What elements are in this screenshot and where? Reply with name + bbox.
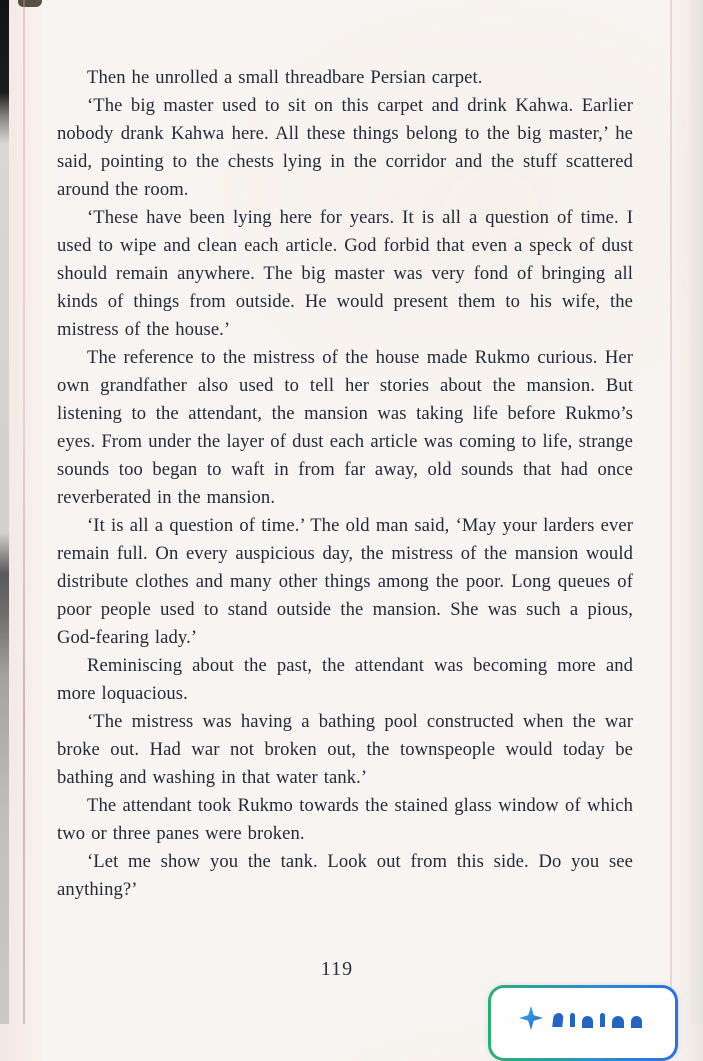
paragraph: ‘The mistress was having a bathing pool constructed when the war broke out. Had war not broken out, the townspeople would today be bathing and washing in that water tank.’ xyxy=(57,711,633,788)
paragraph: ‘Let me show you the tank. Look out from this side. Do you see anything?’ xyxy=(57,851,633,900)
scan-edge-right xyxy=(690,0,703,1024)
paragraph: Reminiscing about the past, the attendant was becoming more and more loquacious. xyxy=(57,655,633,704)
scan-line-right xyxy=(670,0,672,1024)
page-number: 119 xyxy=(320,958,354,980)
paragraph: ‘These have been lying here for years. It is all a question of time. I used to wipe and clean each article. God forbid that even a speck of dust should remain anywhere. The big master was very fond of bringing all kinds of things from outside. He would present them to his wife, the mistress of the house.’ xyxy=(57,207,633,340)
partial-badge-text xyxy=(553,1013,642,1028)
assistant-badge[interactable] xyxy=(488,985,678,1061)
paragraph: ‘It is all a question of time.’ The old man said, ‘May your larders ever remain full. On every auspicious day, the mistress of the mansion would distribute clothes and many other things among the poor. Long queues of poor people used to stand outside the mansion. She was such a pious, God-fearing lady.’ xyxy=(57,515,633,648)
paragraph: The reference to the mistress of the house made Rukmo curious. Her own grandfather also used to tell her stories about the mansion. But listening to the attendant, the mansion was taking life before Rukmo’s eyes. From under the layer of dust each article was coming to life, strange sounds too began to waft in from far away, old sounds that had once reverberated in the mansion. xyxy=(57,347,633,508)
assistant-badge-inner xyxy=(491,988,675,1058)
scan-blob-top xyxy=(18,0,42,7)
page-gutter-line xyxy=(23,0,25,1024)
paragraph: The attendant took Rukmo towards the stained glass window of which two or three panes were broken. xyxy=(57,795,633,844)
paragraph: Then he unrolled a small threadbare Persian carpet. xyxy=(87,67,483,88)
scan-edge-left xyxy=(0,0,9,1024)
page-text xyxy=(57,64,633,904)
paragraph: ‘The big master used to sit on this carpet and drink Kahwa. Earlier nobody drank Kahwa here. All these things belong to the big master,’ he said, pointing to the chests lying in the corridor and the stuff scattered around the room. xyxy=(57,95,633,200)
sparkle-icon xyxy=(519,1006,543,1030)
